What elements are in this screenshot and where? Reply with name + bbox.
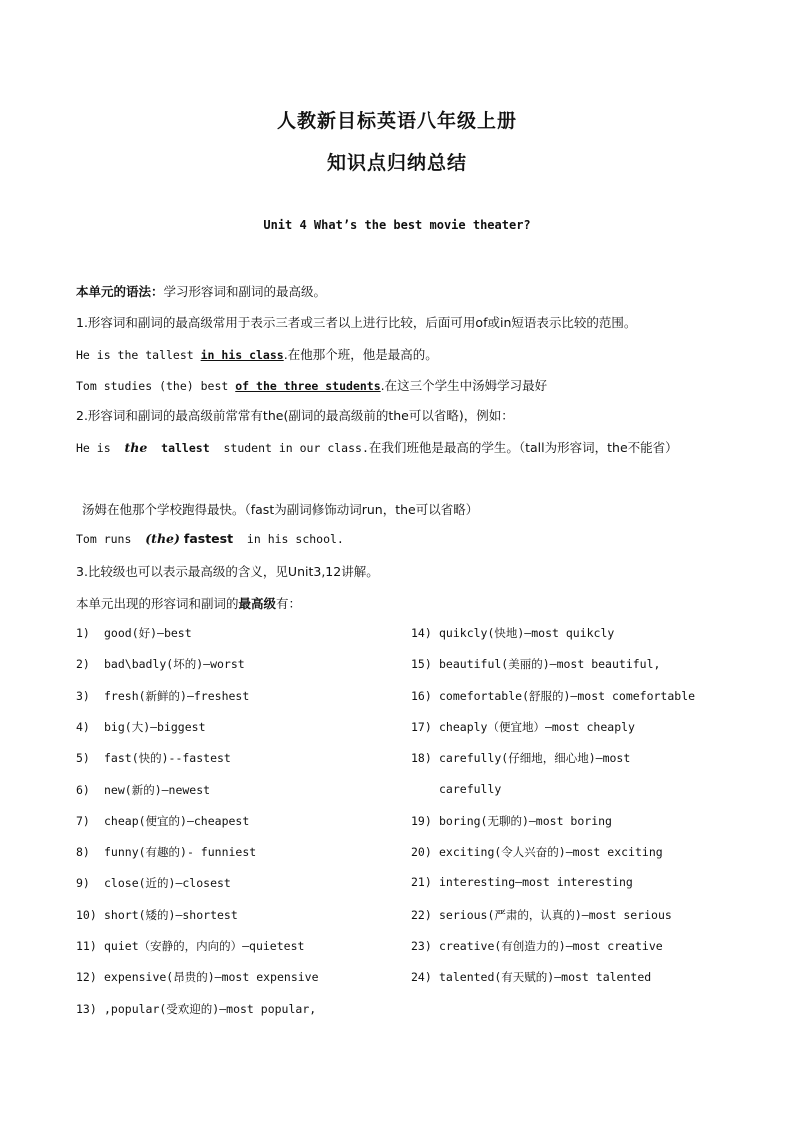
list-item-text: ,popular(受欢迎的)—most popular, bbox=[104, 1002, 317, 1016]
list-item-text: interesting—most interesting bbox=[439, 875, 633, 889]
list-item bbox=[411, 907, 672, 923]
example-4: 汤姆在他那个学校跑得最快。（fast为副词修饰动词run，the可以省略） bbox=[82, 502, 479, 517]
list-item bbox=[76, 750, 231, 766]
list-item-text: beautiful(美丽的)—most beautiful, bbox=[439, 657, 661, 671]
list-item-number: 16) bbox=[411, 689, 432, 703]
list-item bbox=[76, 907, 238, 923]
list-item-number: 3) bbox=[76, 689, 90, 703]
list-item-text: funny(有趣的)- funniest bbox=[104, 845, 257, 859]
list-item-number: 22) bbox=[411, 908, 432, 922]
list-item bbox=[76, 969, 319, 985]
point-3: 3.比较级也可以表示最高级的含义，见Unit3,12讲解。 bbox=[76, 564, 379, 579]
list-intro-a: 本单元出现的形容词和副词的 bbox=[76, 596, 239, 611]
example-2 bbox=[76, 376, 547, 394]
list-item-number: 5) bbox=[76, 751, 90, 765]
list-item bbox=[76, 875, 231, 891]
list-item-text: new(新的)—newest bbox=[104, 783, 211, 797]
list-item-number: 9) bbox=[76, 876, 90, 890]
list-item-text: quiet（安静的，内向的）—quietest bbox=[104, 939, 305, 953]
list-item-number: 8) bbox=[76, 845, 90, 859]
list-item bbox=[411, 719, 635, 735]
list-item bbox=[76, 782, 210, 798]
example-1-text: He is the tallest bbox=[76, 348, 201, 362]
list-item bbox=[76, 688, 249, 704]
example-3-gap bbox=[147, 441, 161, 455]
list-item-number: 14) bbox=[411, 626, 432, 640]
list-item-number: 21) bbox=[411, 875, 432, 889]
list-item bbox=[411, 969, 651, 985]
document-subtitle: 知识点归纳总结 bbox=[326, 152, 467, 174]
list-item-text: bad\badly(坏的)—worst bbox=[104, 657, 245, 671]
example-1-translation: .在他那个班，他是最高的。 bbox=[283, 347, 438, 362]
list-item-number: 7) bbox=[76, 814, 90, 828]
list-intro-b: 有： bbox=[276, 596, 302, 611]
list-item bbox=[411, 844, 663, 860]
example-5-text-a: Tom runs bbox=[76, 532, 146, 546]
grammar-label: 本单元的语法： bbox=[76, 284, 164, 299]
point-2: 2.形容词和副词的最高级前常常有the(副词的最高级前的the可以省略)，例如： bbox=[76, 408, 514, 423]
list-item-text: big(大)—biggest bbox=[104, 720, 206, 734]
unit-heading: Unit 4 What’s the best movie theater? bbox=[263, 218, 531, 232]
list-item-number: 18) bbox=[411, 751, 432, 765]
list-item bbox=[76, 656, 245, 672]
list-item-number: 19) bbox=[411, 814, 432, 828]
list-item-text: serious(严肃的，认真的)—most serious bbox=[439, 908, 672, 922]
example-5-fastest: fastest bbox=[183, 531, 234, 546]
list-item-text: cheap(便宜的)—cheapest bbox=[104, 814, 250, 828]
list-item bbox=[76, 813, 249, 829]
example-2-translation: .在这三个学生中汤姆学习最好 bbox=[380, 378, 548, 393]
example-3-the: the bbox=[124, 440, 148, 455]
list-intro-bold: 最高级 bbox=[238, 596, 277, 611]
grammar-line bbox=[76, 282, 326, 300]
list-item bbox=[76, 719, 206, 735]
list-item-text: fresh(新鲜的)—freshest bbox=[104, 689, 250, 703]
list-item bbox=[411, 938, 663, 954]
list-item-text: short(矮的)—shortest bbox=[104, 908, 238, 922]
example-3-translation: 在我们班他是最高的学生。（tall为形容词，the不能省） bbox=[368, 440, 678, 455]
list-item-number: 2) bbox=[76, 657, 90, 671]
list-item-text: boring(无聊的)—most boring bbox=[439, 814, 612, 828]
document-title: 人教新目标英语八年级上册 bbox=[276, 110, 517, 132]
list-item-text: carefully(仔细地，细心地)—most bbox=[439, 751, 631, 765]
example-3-text-b: student in our class. bbox=[209, 441, 369, 455]
list-item-number: 17) bbox=[411, 720, 432, 734]
list-item-text: cheaply（便宜地）—most cheaply bbox=[439, 720, 635, 734]
list-item-text: creative(有创造力的)—most creative bbox=[439, 939, 663, 953]
point-1: 1.形容词和副词的最高级常用于表示三者或三者以上进行比较，后面可用of或in短语表示比较的范围。 bbox=[76, 315, 637, 330]
grammar-text: 学习形容词和副词的最高级。 bbox=[163, 284, 327, 299]
list-item bbox=[76, 938, 304, 954]
list-item bbox=[411, 656, 660, 672]
example-5-text-b: in his school. bbox=[233, 532, 344, 546]
example-1 bbox=[76, 345, 438, 363]
list-item-number: 13) bbox=[76, 1002, 97, 1016]
list-item-number: 4) bbox=[76, 720, 90, 734]
example-2-underline: of the three students bbox=[235, 379, 381, 393]
list-item-number: 20) bbox=[411, 845, 432, 859]
list-item-text: comefortable(舒服的)—most comefortable bbox=[439, 689, 696, 703]
list-item-text: fast(快的)--fastest bbox=[104, 751, 231, 765]
list-item-text: quikcly(快地)—most quikcly bbox=[439, 626, 615, 640]
example-2-text: Tom studies (the) best bbox=[76, 379, 236, 393]
list-item-number: 6) bbox=[76, 783, 90, 797]
list-item bbox=[76, 844, 256, 860]
list-item bbox=[411, 688, 695, 704]
list-item-text: talented(有天赋的)—most talented bbox=[439, 970, 652, 984]
example-5 bbox=[76, 531, 344, 546]
list-item-number: 10) bbox=[76, 908, 97, 922]
list-item-number: 23) bbox=[411, 939, 432, 953]
list-item bbox=[76, 625, 192, 641]
list-item bbox=[411, 750, 630, 766]
example-3-tallest: tallest bbox=[161, 441, 210, 455]
list-item-text: expensive(昂贵的)—most expensive bbox=[104, 970, 319, 984]
list-item-number: 24) bbox=[411, 970, 432, 984]
list-item-text: exciting(令人兴奋的)—most exciting bbox=[439, 845, 663, 859]
list-item bbox=[411, 875, 633, 889]
list-item bbox=[411, 782, 501, 796]
list-item bbox=[411, 625, 614, 641]
list-item-number: 15) bbox=[411, 657, 432, 671]
list-item-text: carefully bbox=[439, 782, 502, 796]
list-item-text: close(近的)—closest bbox=[104, 876, 231, 890]
list-item-number: 12) bbox=[76, 970, 97, 984]
list-item-number: 11) bbox=[76, 939, 97, 953]
list-item bbox=[76, 1001, 316, 1017]
list-item-text: good(好)—best bbox=[104, 626, 192, 640]
list-intro bbox=[76, 594, 301, 612]
example-1-underline: in his class bbox=[200, 348, 284, 362]
list-item-number: 1) bbox=[76, 626, 90, 640]
example-3-text-a: He is bbox=[76, 441, 125, 455]
list-item bbox=[411, 813, 612, 829]
example-3 bbox=[76, 438, 678, 456]
example-5-the: (the) bbox=[145, 531, 180, 546]
